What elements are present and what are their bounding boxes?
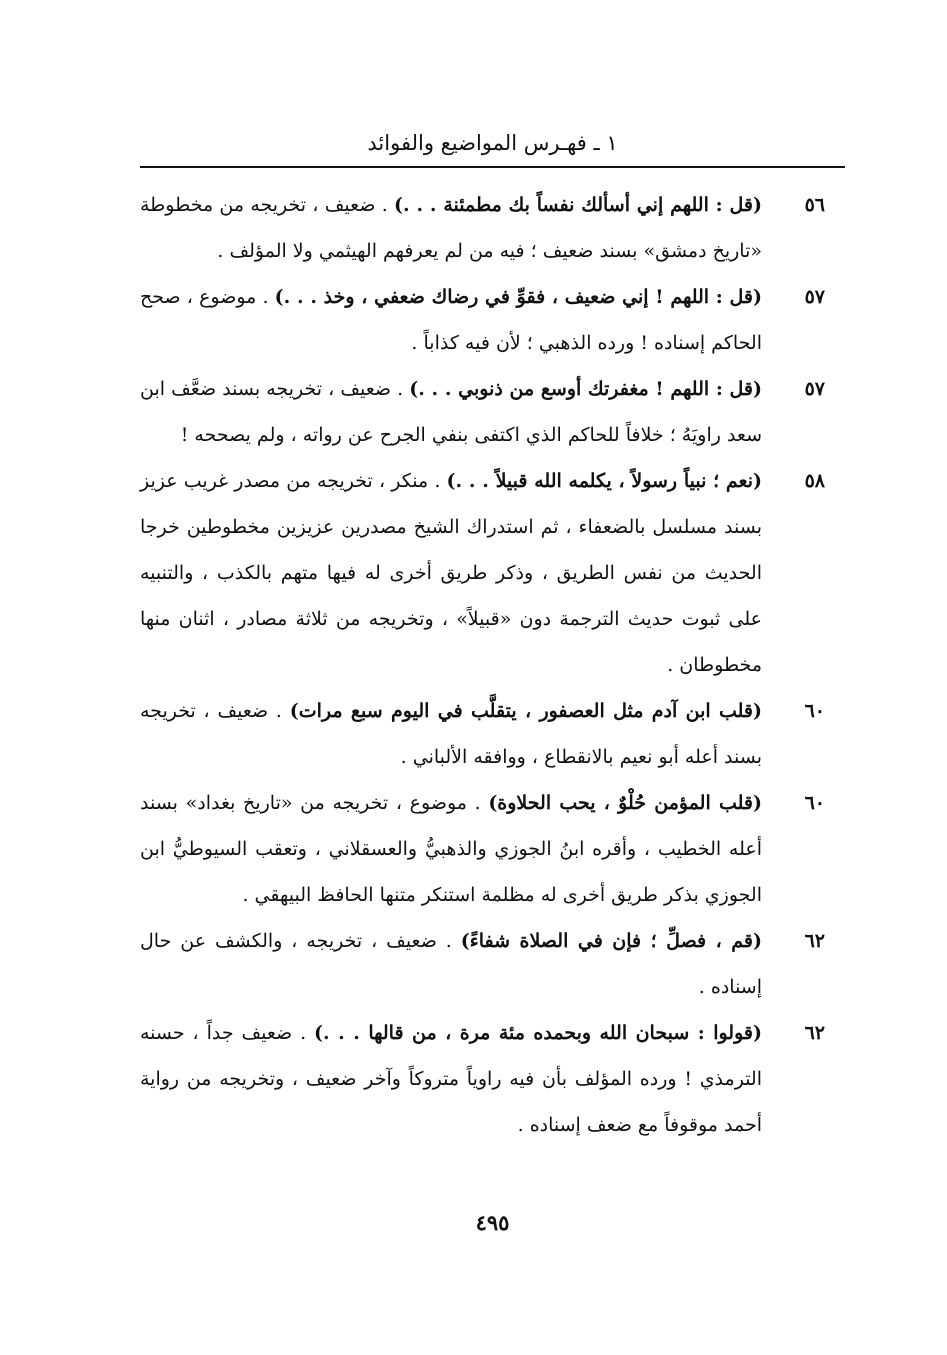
- index-entry: [140, 918, 845, 1010]
- entry-commentary: . ضعيف ، تخريجه من مخطوطة «تاريخ دمشق» بسند ضعيف ؛ فيه من لم يعرفهم الهيثمي ولا المؤلف .: [140, 194, 762, 262]
- hadith-quote: (قلب المؤمن حُلْوٌ ، يحب الحلاوة): [488, 792, 762, 814]
- entry-number: ٥٧: [804, 286, 825, 308]
- entry-commentary: . ضعيف جداً ، حسنه الترمذي ! ورده المؤلف بأن فيه راوياً متروكاً وآخر ضعيف ، وتخريجه من رواية أحمد موقوفاً مع ضعف إسناده .: [140, 1022, 762, 1136]
- entry-number: ٥٦: [804, 194, 825, 216]
- header-rule: [140, 166, 845, 168]
- entry-commentary: . موضوع ، صحح الحاكم إسناده ! ورده الذهبي ؛ لأن فيه كذاباً .: [140, 286, 762, 354]
- entry-text: [140, 780, 762, 918]
- entry-text: [140, 688, 762, 780]
- hadith-quote: (قل : اللهم إني أسألك نفساً بك مطمئنة . . .): [394, 194, 762, 216]
- entry-commentary: . موضوع ، تخريجه من «تاريخ بغداد» بسند أعله الخطيب ، وأقره ابنُ الجوزي والذهبيُّ والعسقلاني ، وتعقب السيوطيُّ ابن الجوزي بذكر طريق أخرى له مظلمة استنكر متنها الحافظ البيهقي .: [140, 792, 762, 906]
- entry-text: [140, 918, 762, 1010]
- hadith-quote: (قل : اللهم ! إني ضعيف ، فقوِّ في رضاك ضعفي ، وخذ . . .): [274, 286, 762, 308]
- entry-text: [140, 458, 762, 688]
- page-number: ٤٩٥: [475, 1210, 510, 1235]
- index-entry: [140, 366, 845, 458]
- entry-number: ٦٠: [804, 792, 825, 814]
- entry-number: ٦٢: [804, 1022, 825, 1044]
- index-entry: [140, 274, 845, 366]
- entry-number: ٥٧: [804, 378, 825, 400]
- entry-commentary: . ضعيف ، تخريجه ، والكشف عن حال إسناده .: [140, 930, 762, 998]
- index-entry: [140, 780, 845, 918]
- entry-number: ٦٠: [804, 700, 825, 722]
- hadith-quote: (نعم ؛ نبياً رسولاً ، يكلمه الله قبيلاً . . .): [446, 470, 762, 492]
- entry-text: [140, 182, 762, 274]
- index-entry: [140, 1010, 845, 1148]
- entry-commentary: . ضعيف ، تخريجه بسند ضعَّف ابن سعد راويَهُ ؛ خلافاً للحاكم الذي اكتفى بنفي الجرح عن رواته ، ولم يصححه !: [140, 378, 762, 446]
- running-header: ١ ـ فهـرس المواضيع والفوائد: [367, 131, 618, 155]
- entry-number: ٥٨: [804, 470, 825, 492]
- entry-text: [140, 366, 762, 458]
- index-entry: [140, 182, 845, 274]
- entry-text: [140, 1010, 762, 1148]
- entry-number: ٦٢: [804, 930, 825, 952]
- index-entries: [140, 182, 845, 1148]
- hadith-quote: (قولوا : سبحان الله وبحمده مئة مرة ، من قالها . . .): [314, 1022, 762, 1044]
- index-entry: [140, 458, 845, 688]
- entry-commentary: . منكر ، تخريجه من مصدر غريب عزيز بسند مسلسل بالضعفاء ، ثم استدراك الشيخ مصدرين عزيزين مخطوطين خرجا الحديث من نفس الطريق ، وذكر طريق أخرى له فيها متهم بالكذب ، والتنبيه على ثبوت حديث الترجمة دون «قبيلاً» ، وتخريجه من ثلاثة مصادر ، اثنان منها مخطوطان .: [140, 470, 762, 676]
- entry-commentary: . ضعيف ، تخريجه بسند أعله أبو نعيم بالانقطاع ، ووافقه الألباني .: [140, 700, 762, 768]
- index-entry: [140, 688, 845, 780]
- entry-text: [140, 274, 762, 366]
- hadith-quote: (قلب ابن آدم مثل العصفور ، يتقلَّب في اليوم سبع مرات): [289, 700, 762, 722]
- hadith-quote: (قل : اللهم ! مغفرتك أوسع من ذنوبي . . .): [409, 378, 762, 400]
- hadith-quote: (قم ، فصلِّ ؛ فإن في الصلاة شفاءً): [460, 930, 763, 952]
